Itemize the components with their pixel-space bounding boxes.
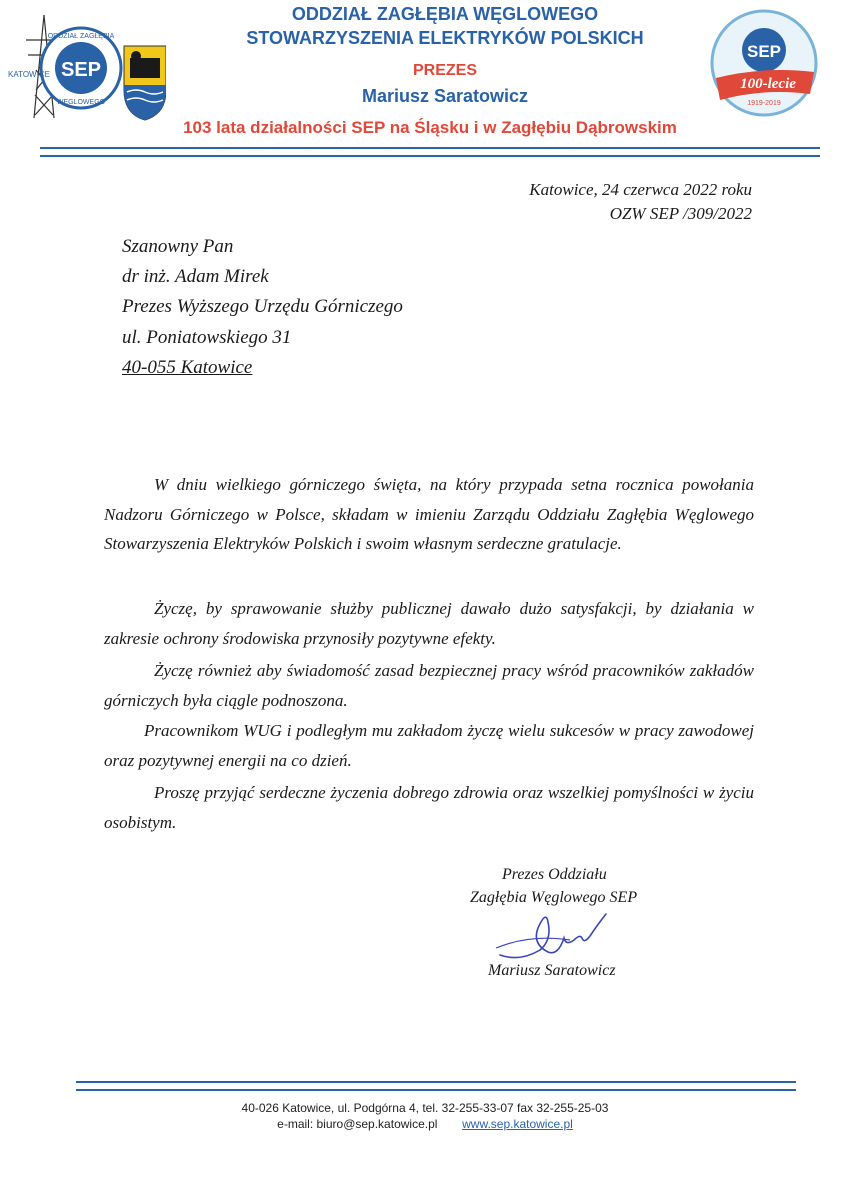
logo-side-text: KATOWICE — [8, 70, 50, 79]
role-title: PREZES — [412, 62, 477, 79]
org-name-line-2: STOWARZYSZENIA ELEKTRYKÓW POLSKICH — [246, 28, 644, 48]
anniversary-banner-text: 100-lecie — [740, 76, 796, 92]
footer-address: 40-026 Katowice, ul. Podgórna 4, tel. 32-255-33-07 fax 32-255-25-03 — [241, 1101, 609, 1115]
recipient-salutation: Szanowny Pan — [122, 236, 234, 257]
signature-title-2: Zagłębia Węglowego SEP — [470, 889, 638, 906]
recipient-position: Prezes Wyższego Urzędu Górniczego — [122, 296, 403, 317]
footer-contact — [0, 1117, 850, 1131]
org-name-line-1: ODDZIAŁ ZAGŁĘBIA WĘGLOWEGO — [291, 4, 599, 24]
logo-ring-text-bottom: WĘGLOWEGO — [56, 99, 106, 106]
header-divider — [40, 147, 820, 157]
president-name: Mariusz Saratowicz — [361, 86, 529, 106]
recipient-street: ul. Poniatowskiego 31 — [122, 327, 292, 348]
recipient-name: dr inż. Adam Mirek — [122, 266, 269, 287]
anniversary-line: 103 lata działalności SEP na Śląsku i w Zagłębiu Dąbrowskim — [183, 118, 677, 137]
sep-katowice-logo — [6, 10, 166, 125]
body-paragraph-1: W dniu wielkiego górniczego święta, na który przypada setna rocznica powołania Nadzoru Górniczego w Polsce, składam w imieniu Zarządu Oddziału Zagłębia Węglowego Stowarzyszenia Elektryków Polskich i swoim własnym serdeczne gratulacje. — [104, 475, 754, 553]
logo-ring-text-top: ODDZIAŁ ZAGŁĘBIA — [47, 33, 115, 40]
body-paragraph-5: Proszę przyjąć serdeczne życzenia dobrego zdrowia oraz wszelkiej pomyślności w życiu osobistym. — [104, 783, 754, 832]
reference-number: OZW SEP /309/2022 — [609, 204, 752, 223]
anniversary-logo-center-text: SEP — [746, 42, 782, 61]
body-paragraph-4: Pracownikom WUG i podległym mu zakładom życzę wielu sukcesów w pracy zawodowej oraz pozytywnej energii na co dzień. — [104, 721, 754, 770]
signature-name: Mariusz Saratowicz — [488, 962, 616, 979]
anniversary-years: 1919-2019 — [747, 100, 781, 107]
body-paragraph-2: Życzę, by sprawowanie służby publicznej dawało dużo satysfakcji, by działania w zakresie ochrony środowiska przynosiły pozytywne efekty. — [104, 599, 754, 648]
body-paragraph-3: Życzę również aby świadomość zasad bezpiecznej pracy wśród pracowników zakładów górniczych była ciągle podnoszona. — [104, 661, 754, 710]
logo-center-text: SEP — [60, 59, 102, 81]
footer-website-link[interactable]: www.sep.katowice.pl — [462, 1117, 573, 1131]
footer-email: e-mail: biuro@sep.katowice.pl — [277, 1117, 438, 1131]
recipient-city: 40-055 Katowice — [122, 357, 253, 378]
handwritten-signature — [490, 900, 610, 970]
signature-title-1: Prezes Oddziału — [502, 866, 607, 883]
footer-divider — [76, 1081, 796, 1091]
place-date: Katowice, 24 czerwca 2022 roku — [529, 180, 752, 199]
